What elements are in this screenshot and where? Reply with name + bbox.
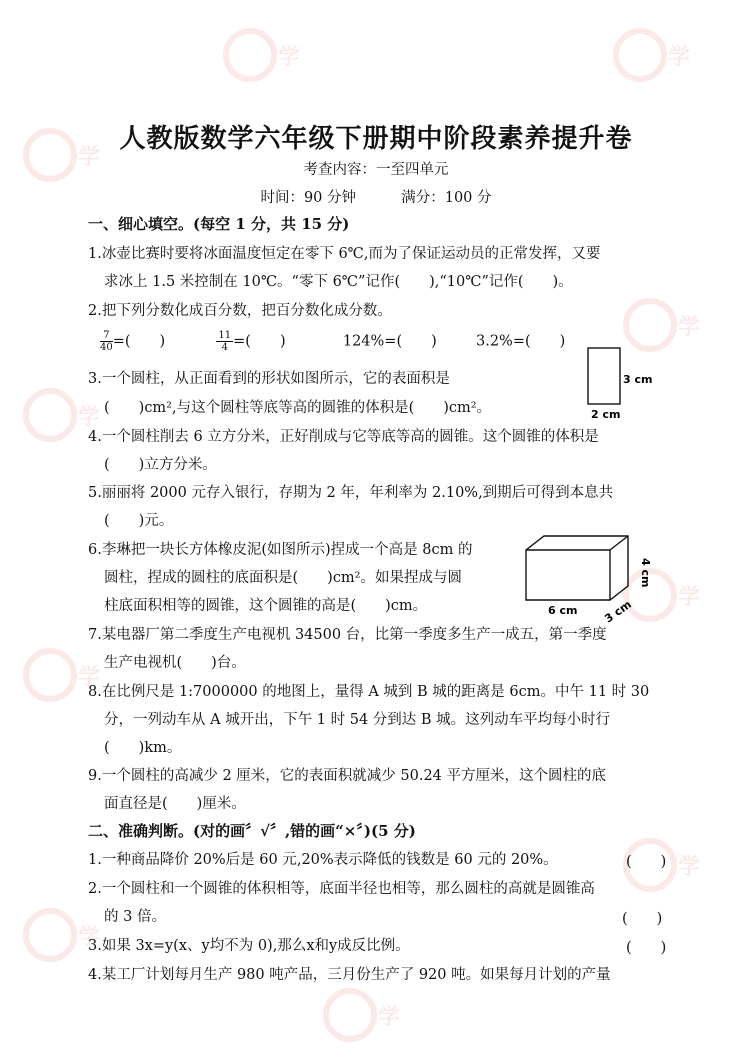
question-9-line-1: 9.一个圆柱的高减少 2 厘米，它的表面积就减少 50.24 平方厘米，这个圆柱的底 xyxy=(88,768,607,784)
fraction-7-40: $\frac{7}{40}$ xyxy=(100,330,113,353)
question-1-line-1: 1.冰壶比赛时要将冰面温度恒定在零下 6℃,而为了保证运动员的正常发挥，又要 xyxy=(88,246,601,262)
question-4-line-1: 4.一个圆柱削去 6 立方分米，正好削成与它等底等高的圆锥。这个圆锥的体积是 xyxy=(88,429,599,445)
exam-title: 人教版数学六年级下册期中阶段素养提升卷 xyxy=(119,124,633,154)
cuboid-front-face xyxy=(526,550,610,600)
question-7-line-1: 7.某电器厂第二季度生产电视机 34500 台，比第一季度多生产一成五，第一季度 xyxy=(88,627,607,643)
svg-text:学: 学 xyxy=(78,145,101,170)
q2-item-2-blank: =( ) xyxy=(233,333,286,350)
svg-text:学: 学 xyxy=(278,45,301,70)
question-5-line-2: ( )元。 xyxy=(104,513,174,529)
cuboid-height-label: 4 cm xyxy=(639,558,652,588)
q2-item-3: 124%=( ) xyxy=(342,333,437,350)
cuboid-length-label: 6 cm xyxy=(548,604,578,617)
judgment-3-answer-blank[interactable]: ( ) xyxy=(626,940,667,956)
svg-text:学: 学 xyxy=(78,405,101,430)
cuboid-back-edges xyxy=(526,536,628,600)
figure-width-label: 2 cm xyxy=(591,408,621,421)
question-5-line-1: 5.丽丽将 2000 元存入银行，存期为 2 年，年利率为 2.10%,到期后可得到本息共 xyxy=(88,485,614,501)
q2-item-1-blank: =( ) xyxy=(112,333,166,350)
question-7-line-2: 生产电视机( )台。 xyxy=(104,655,246,671)
question-1-line-2: 求冰上 1.5 米控制在 10℃。“零下 6℃”记作( ),“10℃”记作( )。 xyxy=(104,274,573,290)
judgment-1-answer-blank[interactable]: ( ) xyxy=(626,854,667,870)
question-4-line-2: ( )立方分米。 xyxy=(104,457,217,473)
section2-heading: 二、准确判断。(对的画〞√〞,错的画“×〞)(5 分) xyxy=(88,822,416,840)
svg-text:学: 学 xyxy=(668,45,691,70)
exam-score: 满分：100 分 xyxy=(401,190,492,206)
question-2-line-1: 2.把下列分数化成百分数，把百分数化成分数。 xyxy=(88,303,392,319)
exam-content-scope: 考查内容：一至四单元 xyxy=(303,162,449,178)
question-3-line-2: ( )cm²,与这个圆柱等底等高的圆锥的体积是( )cm²。 xyxy=(104,400,492,416)
svg-text:学: 学 xyxy=(678,585,701,610)
judgment-3: 3.如果 3x=y(x、y均不为 0),那么x和y成反比例。 xyxy=(88,938,410,954)
question-8-line-1: 8.在比例尺是 1:7000000 的地图上，量得 A 城到 B 城的距离是 6cm。中午 11 时 30 xyxy=(88,684,650,700)
question-8-line-2: 分，一列动车从 A 城开出，下午 1 时 54 分到达 B 城。这列动车平均每小时行 xyxy=(104,712,611,728)
judgment-2-answer-blank[interactable]: ( ) xyxy=(622,911,663,927)
section1-heading: 一、细心填空。(每空 1 分，共 15 分) xyxy=(88,215,350,233)
q2-item-4: 3.2%=( ) xyxy=(475,333,566,350)
front-view-rectangle xyxy=(588,348,620,404)
exam-time: 时间：90 分钟 xyxy=(260,190,357,206)
figure-height-label: 3 cm xyxy=(623,373,653,386)
cuboid-width-label: 3 cm xyxy=(602,597,634,626)
question-9-line-2: 面直径是( )厘米。 xyxy=(104,796,246,812)
question-8-line-3: ( )km。 xyxy=(104,740,182,756)
watermark-logo-icon xyxy=(220,20,340,90)
cuboid-top-edge xyxy=(610,536,628,550)
svg-text:学: 学 xyxy=(378,1005,401,1030)
judgment-2-line-2: 的 3 倍。 xyxy=(104,909,166,925)
judgment-1: 1.一种商品降价 20%后是 60 元,20%表示降低的钱数是 60 元的 20%。 xyxy=(88,852,558,868)
svg-text:学: 学 xyxy=(78,925,101,950)
question-3-line-1: 3.一个圆柱，从正面看到的形状如图所示，它的表面积是 xyxy=(88,371,450,387)
judgment-4-line-1: 4.某工厂计划每月生产 980 吨产品，三月份生产了 920 吨。如果每月计划的产量 xyxy=(88,967,611,983)
question-6-line-1: 6.李琳把一块长方体橡皮泥(如图所示)捏成一个高是 8cm 的 xyxy=(88,542,473,558)
question-6-line-3: 柱底面积相等的圆锥，这个圆锥的高是( )cm。 xyxy=(104,598,428,614)
watermark-logo-icon xyxy=(320,980,440,1050)
svg-text:学: 学 xyxy=(78,665,101,690)
cuboid-figure xyxy=(520,530,652,626)
svg-text:学: 学 xyxy=(678,855,701,880)
watermark-logo-icon xyxy=(610,20,730,90)
question-2-items xyxy=(100,330,565,353)
exam-time-score xyxy=(0,186,752,207)
judgment-2-line-1: 2.一个圆柱和一个圆锥的体积相等，底面半径也相等，那么圆柱的高就是圆锥高 xyxy=(88,881,595,897)
svg-text:学: 学 xyxy=(678,315,701,340)
cylinder-front-view-figure xyxy=(585,346,657,422)
fraction-11-4: $\frac{11}{4}$ xyxy=(218,330,232,353)
question-6-line-2: 圆柱，捏成的圆柱的底面积是( )cm²。如果捏成与圆 xyxy=(104,570,462,586)
